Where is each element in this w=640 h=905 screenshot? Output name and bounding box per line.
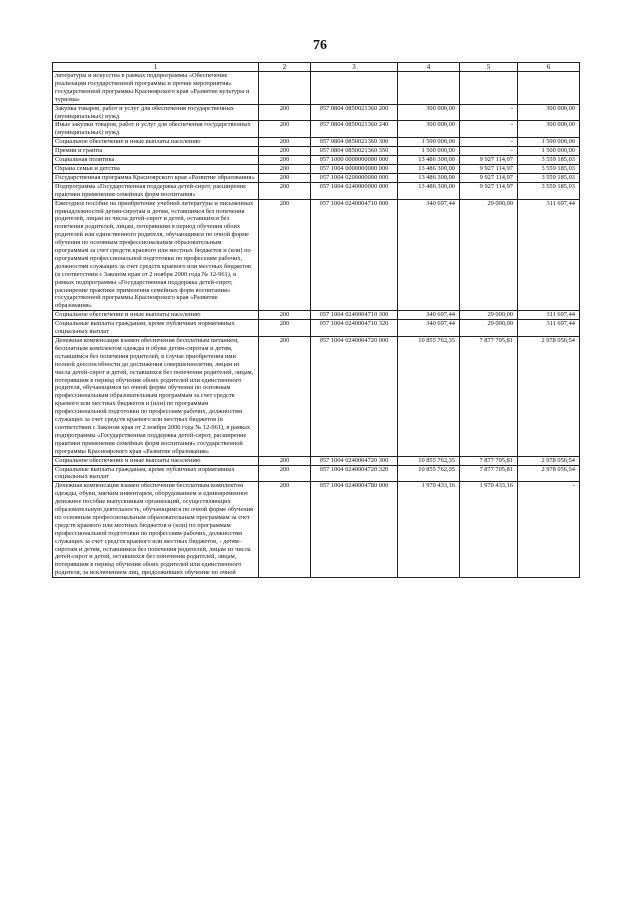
row-line-code: 200 [259, 199, 311, 311]
column-header: 3 [311, 63, 398, 72]
row-approved [398, 72, 460, 105]
table-row [53, 72, 580, 105]
row-line-code: 200 [259, 138, 311, 147]
row-line-code: 200 [259, 482, 311, 578]
column-header: 2 [259, 63, 311, 72]
table-row [53, 156, 580, 165]
table-row [53, 182, 580, 199]
row-budget-code: 057 1000 0000000000 000 [311, 156, 398, 165]
row-executed: - [460, 104, 518, 121]
row-unexecuted: 300 000,00 [518, 104, 580, 121]
row-executed [460, 72, 518, 105]
row-name: Социальное обеспечение и иные выплаты населению [53, 311, 259, 320]
row-line-code [259, 72, 311, 105]
column-header: 5 [460, 63, 518, 72]
table-row [53, 138, 580, 147]
row-budget-code: 057 0804 0850021360 300 [311, 138, 398, 147]
row-unexecuted [518, 72, 580, 105]
row-unexecuted: 2 978 056,54 [518, 337, 580, 457]
row-approved: 10 855 762,35 [398, 456, 460, 465]
row-name: Подпрограмма «Государственная поддержка детей-сирот, расширение практики применения семейных форм воспитания» [53, 182, 259, 199]
row-executed: 9 927 114,97 [460, 182, 518, 199]
row-unexecuted: - [518, 482, 580, 578]
row-name: Денежная компенсация взамен обеспечения бесплатным питанием, бесплатным комплектом одежды и обуви детям-сиротам и детям, оставшимся без попечения родителей, в случае приобретения ими полной дееспособности до достижения совершеннолетия, лицам из числа детей-сирот и детей, оставшихся без попечения родителей, лицам, потерявшим в период обучения обоих родителей или единственного родителя, обучающимся по очной форме обучения по основным профессиональным образовательным программам за счет средств краевого или местных бюджетов и (или) по программам профессиональной подготовки по профессиям рабочих, должностям служащих за счет средств краевого или местных бюджетов (в соответствии с Законом края от 2 ноября 2000 года № 12-961), в рамках подпрограммы «Государственная поддержка детей-сирот, расширение практики применения семейных форм воспитания» государственной программы Красноярского края «Развитие образования» [53, 337, 259, 457]
row-unexecuted: 3 559 185,03 [518, 182, 580, 199]
row-executed: 7 877 705,81 [460, 456, 518, 465]
row-unexecuted: 2 978 056,54 [518, 465, 580, 482]
row-name: Премии и гранты [53, 147, 259, 156]
table-row [53, 482, 580, 578]
row-name: Ежегодное пособие на приобретение учебной литературы и письменных принадлежностей детям-сиротам и детям, оставшимся без попечения родителей, лицам из числа детей-сирот и детей, оставшихся без попечения родителей, лицам, потерявшим в период обучения обоих родителей или единственного родителя, обучающимся по очной форме обучения по основным профессиональным образовательным программам за счет средств краевого или местных бюджетов и (или) по программам профессиональной подготовки по профессиям рабочих, должностям служащих за счет средств краевого или местных бюджетов (в соответствии с Законом края от 2 ноября 2000 года № 12-961), в рамках подпрограммы «Государственная поддержка детей-сирот, расширение практики применения семейных форм воспитания» государственной программы Красноярского края «Развитие образования» [53, 199, 259, 311]
table-row [53, 199, 580, 311]
row-approved: 300 000,00 [398, 121, 460, 138]
header-row [53, 63, 580, 72]
row-line-code: 200 [259, 320, 311, 337]
row-approved: 10 855 762,35 [398, 337, 460, 457]
table-row [53, 173, 580, 182]
row-budget-code: 057 1004 0240000000 000 [311, 182, 398, 199]
row-line-code: 200 [259, 147, 311, 156]
row-unexecuted: 3 559 185,03 [518, 156, 580, 165]
row-line-code: 200 [259, 156, 311, 165]
row-executed: 7 877 705,81 [460, 337, 518, 457]
row-approved: 10 855 762,35 [398, 465, 460, 482]
row-unexecuted: 1 500 000,00 [518, 138, 580, 147]
row-line-code: 200 [259, 173, 311, 182]
row-name: литературы и искусства в рамках подпрограммы «Обеспечение реализации государственной программы и прочие мероприятия» государственной программы Красноярского края «Развитие культуры и туризма» [53, 72, 259, 105]
column-header: 1 [53, 63, 259, 72]
row-name: Закупка товаров, работ и услуг для обеспечения государственных (муниципальных) нужд [53, 104, 259, 121]
row-line-code: 200 [259, 311, 311, 320]
table-row [53, 121, 580, 138]
row-budget-code: 057 1004 0240004780 000 [311, 482, 398, 578]
table-row [53, 337, 580, 457]
row-name: Социальные выплаты гражданам, кроме публичных нормативных социальных выплат [53, 320, 259, 337]
row-name: Охрана семьи и детства [53, 164, 259, 173]
table-row [53, 311, 580, 320]
row-budget-code: 057 1004 0240004720 320 [311, 465, 398, 482]
column-header: 4 [398, 63, 460, 72]
row-unexecuted: 3 559 185,03 [518, 173, 580, 182]
row-name: Социальные выплаты гражданам, кроме публичных нормативных социальных выплат [53, 465, 259, 482]
page-number: 76 [313, 38, 327, 53]
row-line-code: 200 [259, 164, 311, 173]
row-executed: - [460, 138, 518, 147]
row-approved: 1 970 433,16 [398, 482, 460, 578]
row-unexecuted: 311 697,44 [518, 311, 580, 320]
row-approved: 340 697,44 [398, 199, 460, 311]
row-budget-code: 057 0804 0850021360 200 [311, 104, 398, 121]
row-approved: 13 486 300,00 [398, 182, 460, 199]
row-name: Социальное обеспечение и иные выплаты населению [53, 456, 259, 465]
row-name: Социальное обеспечение и иные выплаты населению [53, 138, 259, 147]
row-approved: 1 500 000,00 [398, 138, 460, 147]
row-executed: 9 927 114,97 [460, 164, 518, 173]
column-header: 6 [518, 63, 580, 72]
table-row [53, 147, 580, 156]
row-executed: 29 000,00 [460, 199, 518, 311]
budget-table [52, 62, 580, 578]
row-line-code: 200 [259, 104, 311, 121]
row-approved: 13 486 300,00 [398, 164, 460, 173]
row-name: Социальная политика [53, 156, 259, 165]
row-line-code: 200 [259, 182, 311, 199]
row-executed: 7 877 705,81 [460, 465, 518, 482]
row-budget-code: 057 1004 0200000000 000 [311, 173, 398, 182]
table-row [53, 164, 580, 173]
row-line-code: 200 [259, 465, 311, 482]
row-approved: 340 697,44 [398, 320, 460, 337]
row-line-code: 200 [259, 121, 311, 138]
row-budget-code [311, 72, 398, 105]
row-executed: 9 927 114,97 [460, 173, 518, 182]
row-budget-code: 057 1004 0240004720 300 [311, 456, 398, 465]
row-budget-code: 057 1004 0240004710 320 [311, 320, 398, 337]
row-budget-code: 057 1004 0240004720 000 [311, 337, 398, 457]
row-executed: 29 000,00 [460, 311, 518, 320]
row-unexecuted: 311 697,44 [518, 320, 580, 337]
row-executed: 1 970 433,16 [460, 482, 518, 578]
row-approved: 13 486 300,00 [398, 173, 460, 182]
row-unexecuted: 300 000,00 [518, 121, 580, 138]
row-unexecuted: 3 559 185,03 [518, 164, 580, 173]
row-budget-code: 057 0804 0850021360 240 [311, 121, 398, 138]
row-budget-code: 057 1004 0000000000 000 [311, 164, 398, 173]
row-approved: 13 486 300,00 [398, 156, 460, 165]
table-row [53, 456, 580, 465]
row-name: Иные закупки товаров, работ и услуг для обеспечения государственных (муниципальных) нужд [53, 121, 259, 138]
row-budget-code: 057 1004 0240004710 000 [311, 199, 398, 311]
row-unexecuted: 2 978 056,54 [518, 456, 580, 465]
row-approved: 340 697,44 [398, 311, 460, 320]
table-row [53, 320, 580, 337]
row-executed: 29 000,00 [460, 320, 518, 337]
row-unexecuted: 1 500 000,00 [518, 147, 580, 156]
row-budget-code: 057 0804 0850021360 350 [311, 147, 398, 156]
row-name: Государственная программа Красноярского края «Развитие образования» [53, 173, 259, 182]
row-approved: 1 500 000,00 [398, 147, 460, 156]
row-executed: - [460, 147, 518, 156]
table-body [53, 72, 580, 578]
row-name: Денежная компенсация взамен обеспечения бесплатным комплектом одежды, обуви, мягким инвентарем, оборудованием и единовременное денежное пособие выпускникам организаций, осуществляющих образовательную деятельность, обучающимся по очной форме обучения по основным профессиональным образовательным программам за счет средств краевого или местных бюджетов и (или) по программам профессиональной подготовки по профессиям рабочих, должностям служащих за счет средств краевого или местных бюджетов, - детям-сиротам и детям, оставшимся без попечения родителей, лицам из числа детей-сирот и детей, оставшихся без попечения родителей, лицам, потерявшим в период обучения обоих родителей или единственного родителя, за исключением лиц, продолживших обучение по очной [53, 482, 259, 578]
row-line-code: 200 [259, 456, 311, 465]
table-row [53, 104, 580, 121]
table-row [53, 465, 580, 482]
row-executed: - [460, 121, 518, 138]
row-approved: 300 000,00 [398, 104, 460, 121]
row-executed: 9 927 114,97 [460, 156, 518, 165]
row-budget-code: 057 1004 0240004710 300 [311, 311, 398, 320]
row-unexecuted: 311 697,44 [518, 199, 580, 311]
row-line-code: 200 [259, 337, 311, 457]
